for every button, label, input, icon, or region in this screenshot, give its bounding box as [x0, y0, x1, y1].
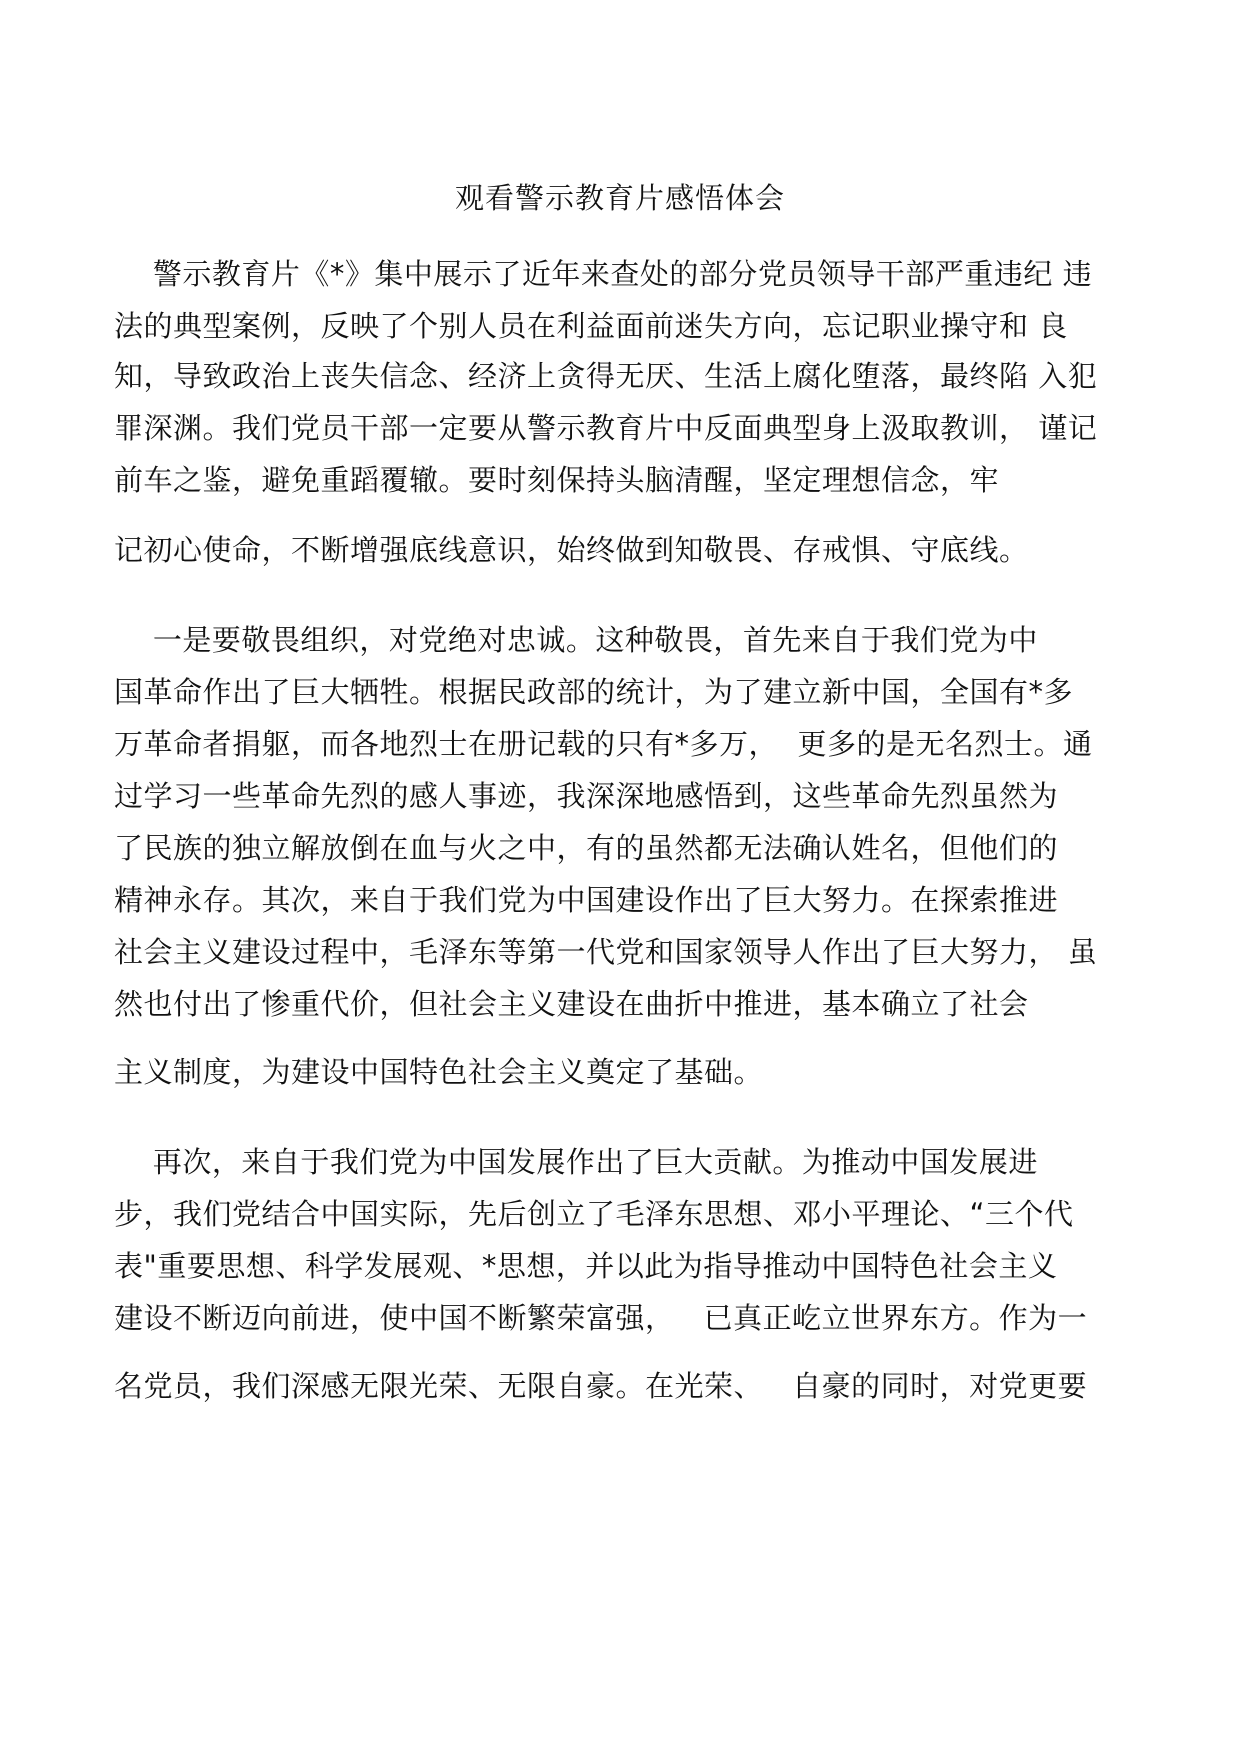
- paragraph-3-line-1: 再次，来自于我们党为中国发展作出了巨大贡献。为推动中国发展进: [114, 1145, 1038, 1179]
- paragraph-2-line-4: 过学习一些革命先烈的感人事迹，我深深地感悟到，这些革命先烈虽然为: [114, 779, 1059, 813]
- paragraph-2-line-5: 了民族的独立解放倒在血与火之中，有的虽然都无法确认姓名，但他们的: [114, 831, 1059, 865]
- paragraph-1-line-1: 警示教育片《*》集中展示了近年来查处的部分党员领导干部严重违纪 违: [114, 257, 1093, 291]
- paragraph-1-line-5: 前车之鉴，避免重蹈覆辙。要时刻保持头脑清醒，坚定理想信念，牢: [114, 463, 1000, 497]
- paragraph-3-line-3: 表"重要思想、科学发展观、*思想，并以此为指导推动中国特色社会主义: [114, 1249, 1058, 1283]
- paragraph-3-line-4: 建设不断迈向前进，使中国不断繁荣富强， 已真正屹立世界东方。作为一: [114, 1301, 1088, 1335]
- paragraph-1-line-2: 法的典型案例，反映了个别人员在利益面前迷失方向，忘记职业操守和 良: [114, 309, 1068, 343]
- paragraph-3-line-5: 名党员，我们深感无限光荣、无限自豪。在光荣、 自豪的同时，对党更要: [114, 1369, 1088, 1403]
- paragraph-2-line-1: 一是要敬畏组织，对党绝对忠诚。这种敬畏，首先来自于我们党为中: [114, 623, 1038, 657]
- paragraph-1-line-4: 罪深渊。我们党员干部一定要从警示教育片中反面典型身上汲取教训， 谨记: [114, 411, 1098, 445]
- paragraph-2-line-9: 主义制度，为建设中国特色社会主义奠定了基础。: [114, 1055, 764, 1089]
- paragraph-2-line-7: 社会主义建设过程中，毛泽东等第一代党和国家领导人作出了巨大努力， 虽: [114, 935, 1098, 969]
- paragraph-3-line-2: 步，我们党结合中国实际，先后创立了毛泽东思想、邓小平理论、“三个代: [114, 1197, 1074, 1231]
- paragraph-2-line-8: 然也付出了惨重代价，但社会主义建设在曲折中推进，基本确立了社会: [114, 987, 1029, 1021]
- paragraph-1-line-6: 记初心使命，不断增强底线意识，始终做到知敬畏、存戒惧、守底线。: [114, 533, 1029, 567]
- paragraph-1-line-3: 知，导致政治上丧失信念、经济上贪得无厌、生活上腐化堕落，最终陷 入犯: [114, 359, 1098, 393]
- document-title: 观看警示教育片感悟体会: [454, 181, 785, 215]
- paragraph-2-line-2: 国革命作出了巨大牺牲。根据民政部的统计，为了建立新中国，全国有*多: [114, 675, 1074, 709]
- paragraph-2-line-3: 万革命者捐躯，而各地烈士在册记载的只有*多万， 更多的是无名烈士。通: [114, 727, 1093, 761]
- paragraph-2-line-6: 精神永存。其次，来自于我们党为中国建设作出了巨大努力。在探索推进: [114, 883, 1059, 917]
